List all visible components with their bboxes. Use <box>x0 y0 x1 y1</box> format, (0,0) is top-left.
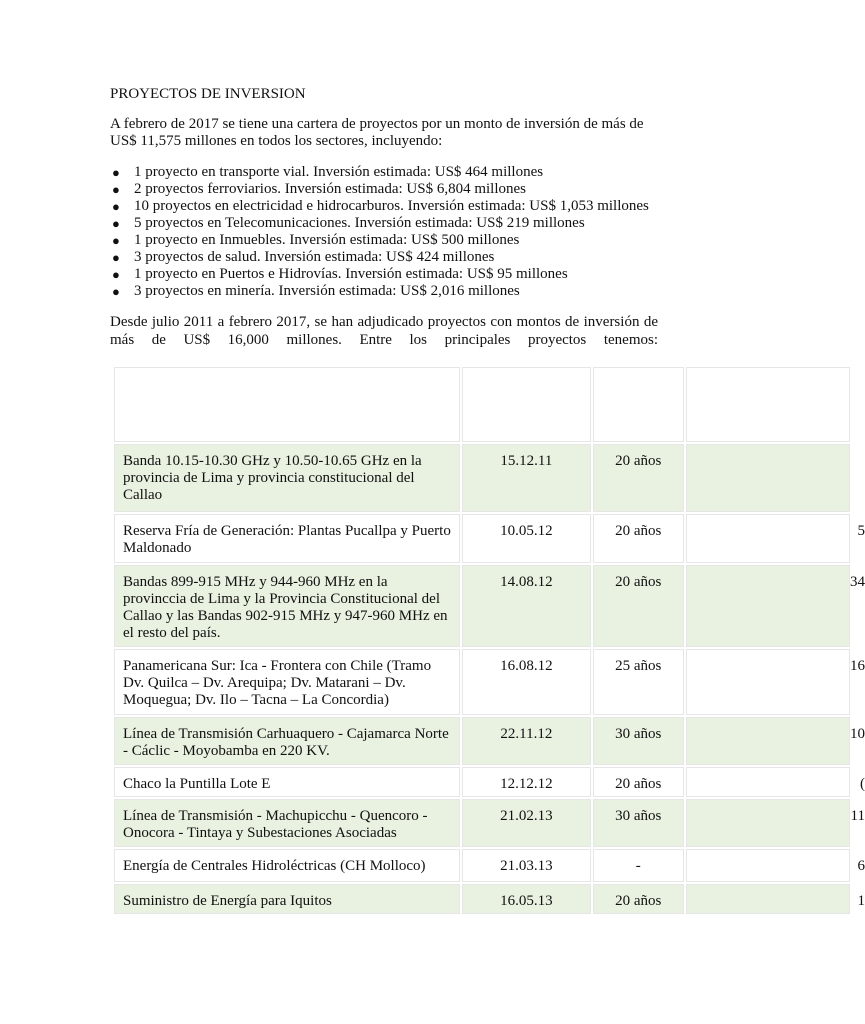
amount-value: 5 <box>857 523 865 539</box>
term-cell: 30 años <box>593 717 684 765</box>
term-cell: 20 años <box>593 884 684 914</box>
project-cell: Energía de Centrales Hidroléctricas (CH Molloco) <box>114 849 460 882</box>
header-cell <box>462 367 591 442</box>
project-cell: Bandas 899-915 MHz y 944-960 MHz en la provinccia de Lima y la Provincia Constitucional del Callao y las Bandas 902-915 MHz y 947-960 MHz en el resto del país. <box>114 565 460 647</box>
projects-table-container <box>112 365 865 913</box>
table-row <box>114 849 850 882</box>
amount-cell <box>686 849 865 882</box>
bullet-item <box>110 164 670 181</box>
term-cell: 20 años <box>593 514 684 563</box>
intro-paragraph: A febrero de 2017 se tiene una cartera de proyectos por un monto de inversión de más de US$ 11,575 millones en todos los sectores, incluyendo: <box>110 116 644 149</box>
date-cell: 14.08.12 <box>462 565 591 647</box>
amount-value: 1 <box>857 893 865 909</box>
date-cell: 21.02.13 <box>462 799 591 847</box>
bullet-item <box>110 198 670 215</box>
date-cell: 10.05.12 <box>462 514 591 563</box>
bullet-text: 2 proyectos ferroviarios. Inversión estimada: US$ 6,804 millones <box>134 181 527 197</box>
bullet-item <box>110 181 670 198</box>
project-cell: Línea de Transmisión Carhuaquero - Cajamarca Norte - Cáclic - Moyobamba en 220 KV. <box>114 717 460 765</box>
table-row <box>114 514 850 563</box>
term-cell: 20 años <box>593 444 684 512</box>
amount-cell <box>686 649 865 715</box>
bullet-icon: ● <box>112 250 120 265</box>
header-cell <box>686 367 850 442</box>
amount-cell <box>686 444 850 512</box>
table-row <box>114 799 850 847</box>
amount-value: 11 <box>850 808 865 824</box>
table-row <box>114 649 850 715</box>
bullet-text: 1 proyecto en Puertos e Hidrovías. Inversión estimada: US$ 95 millones <box>134 266 568 282</box>
bullet-text: 5 proyectos en Telecomunicaciones. Inversión estimada: US$ 219 millones <box>134 215 585 231</box>
date-cell: 21.03.13 <box>462 849 591 882</box>
bullet-text: 10 proyectos en electricidad e hidrocarburos. Inversión estimada: US$ 1,053 millones <box>134 198 649 214</box>
header-cell <box>114 367 460 442</box>
project-cell: Panamericana Sur: Ica - Frontera con Chile (Tramo Dv. Quilca – Dv. Arequipa; Dv. Matarani – Dv. Moquegua; Dv. Ilo – Tacna – La Concordia) <box>114 649 460 715</box>
date-cell: 12.12.12 <box>462 767 591 797</box>
bullet-icon: ● <box>112 199 120 214</box>
header-cell <box>593 367 684 442</box>
bullet-icon: ● <box>112 165 120 180</box>
date-cell: 22.11.12 <box>462 717 591 765</box>
amount-cell <box>686 799 865 847</box>
term-cell: 30 años <box>593 799 684 847</box>
date-cell: 16.08.12 <box>462 649 591 715</box>
table-row <box>114 884 850 914</box>
date-cell: 16.05.13 <box>462 884 591 914</box>
project-cell: Chaco la Puntilla Lote E <box>114 767 460 797</box>
bullet-icon: ● <box>112 182 120 197</box>
bullet-text: 3 proyectos de salud. Inversión estimada: US$ 424 millones <box>134 249 495 265</box>
amount-value: 16 <box>850 658 865 674</box>
table-header-row <box>114 367 850 442</box>
bullet-text: 3 proyectos en minería. Inversión estimada: US$ 2,016 millones <box>134 283 520 299</box>
bullet-item <box>110 215 670 232</box>
bullet-item <box>110 283 670 300</box>
table-row <box>114 565 850 647</box>
amount-cell <box>686 717 865 765</box>
project-cell: Suministro de Energía para Iquitos <box>114 884 460 914</box>
section-heading: PROYECTOS DE INVERSION <box>110 86 306 102</box>
term-cell: - <box>593 849 684 882</box>
term-cell: 20 años <box>593 767 684 797</box>
bullet-icon: ● <box>112 216 120 231</box>
amount-cell <box>686 565 865 647</box>
bullet-icon: ● <box>112 233 120 248</box>
amount-cell <box>686 514 865 563</box>
table-row <box>114 767 850 797</box>
date-cell: 15.12.11 <box>462 444 591 512</box>
closing-paragraph: Desde julio 2011 a febrero 2017, se han adjudicado proyectos con montos de inversión de más de US$ 16,000 millones. Entre los principales proyectos tenemos: <box>110 314 658 348</box>
term-cell: 25 años <box>593 649 684 715</box>
table-row <box>114 717 850 765</box>
bullet-icon: ● <box>112 267 120 282</box>
project-cell: Reserva Fría de Generación: Plantas Pucallpa y Puerto Maldonado <box>114 514 460 563</box>
amount-value: 6 <box>857 858 865 874</box>
amount-cell <box>686 767 865 797</box>
project-cell: Línea de Transmisión - Machupicchu - Quencoro - Onocora - Tintaya y Subestaciones Asociadas <box>114 799 460 847</box>
bullet-item <box>110 232 670 249</box>
amount-value: 10 <box>850 726 865 742</box>
bullet-item <box>110 249 670 266</box>
project-bullet-list <box>110 164 670 300</box>
bullet-text: 1 proyecto en transporte vial. Inversión estimada: US$ 464 millones <box>134 164 544 180</box>
projects-table <box>112 365 865 916</box>
bullet-item <box>110 266 670 283</box>
project-cell: Banda 10.15-10.30 GHz y 10.50-10.65 GHz en la provincia de Lima y provincia constitucional del Callao <box>114 444 460 512</box>
term-cell: 20 años <box>593 565 684 647</box>
bullet-icon: ● <box>112 284 120 299</box>
amount-cell <box>686 884 865 914</box>
table-row <box>114 444 850 512</box>
amount-value: ( <box>860 776 865 792</box>
amount-value: 34 <box>850 574 865 590</box>
bullet-text: 1 proyecto en Inmuebles. Inversión estimada: US$ 500 millones <box>134 232 520 248</box>
